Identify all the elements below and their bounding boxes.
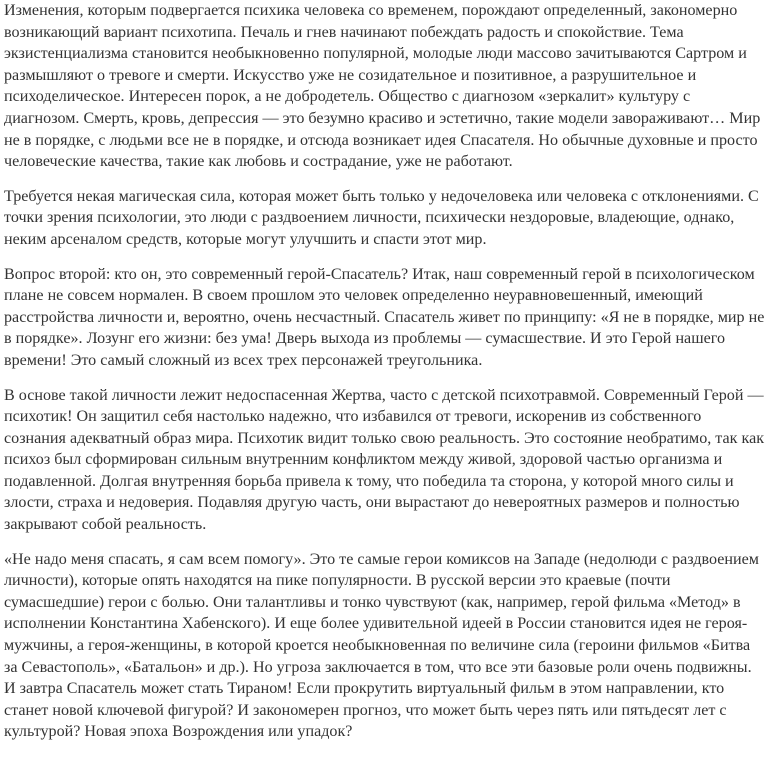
article-paragraph-3: Вопрос второй: кто он, это современный герой-Спасатель? Итак, наш современный герой в психологическом плане не совсем нормален. В своем прошлом это человек определенно неуравновешенный, имеющий расстройства личности и, вероятно, очень несчастный. Спасатель живет по принципу: «Я не в порядке, мир не в порядке». Лозунг его жизни: без ума! Дверь выхода из проблемы — сумасшествие. И это Герой нашего времени! Это самый сложный из всех трех персонажей треугольника. xyxy=(4,265,765,369)
article-paragraph-5: «Не надо меня спасать, я сам всем помогу». Это те самые герои комиксов на Западе (недолюди с раздвоением личности), которые опять находятся на пике популярности. В русской версии это краевые (почти сумасшедшие) герои с болью. Они талантливы и тонко чувствуют (как, например, герой фильма «Метод» в исполнении Константина Хабенского). И еще более удивительной идеей в России становится идея не героя-мужчины, а героя-женщины, в которой кроется необыкновенная по величине сила (героини фильмов «Битва за Севастополь», «Батальон» и др.). Но угроза заключается в том, что все эти базовые роли очень подвижны. И завтра Спасатель может стать Тираном! Если прокрутить виртуальный фильм в этом направлении, кто станет новой ключевой фигурой? И закономерен прогноз, что может быть через пять или пятьдесят лет с культурой? Новая эпоха Возрождения или упадок? xyxy=(4,550,759,741)
article-paragraph-2: Требуется некая магическая сила, которая может быть только у недочеловека или человека с отклонениями. С точки зрения психологии, это люди с раздвоением личности, психически нездоровые, владеющие, однако, неким арсеналом средств, которые могут улучшить и спасти этот мир. xyxy=(4,187,759,248)
article-paragraph-4: В основе такой личности лежит недоспасенная Жертва, часто с детской психотравмой. Современный Герой — психотик! Он защитил себя настолько надежно, что избавился от тревоги, искоренив из собственного сознания адекватный образ мира. Психотик видит только свою реальность. Это состояние необратимо, так как психоз был сформирован сильным внутренним конфликтом между живой, здоровой частью организма и подавленной. Долгая внутренняя борьба привела к тому, что победила та сторона, у которой много силы и злости, страха и недоверия. Подавляя другую часть, они вырастают до невероятных размеров и полностью закрывают собой реальность. xyxy=(4,386,765,534)
article-paragraph-1: Изменения, которым подвергается психика человека со временем, порождают определенный, закономерно возникающий вариант психотипа. Печаль и гнев начинают побеждать радость и спокойствие. Тема экзистенциализма становится необыкновенно популярной, молодые люди массово зачитываются Сартром и размышляют о тревоге и смерти. Искусство уже не созидательное и позитивное, а разрушительное и психоделическое. Интересен порок, а не добродетель. Общество с диагнозом «зеркалит» культуру с диагнозом. Смерть, кровь, депрессия — это безумно красиво и эстетично, такие модели завораживают… Мир не в порядке, с людьми все не в порядке, и отсюда возникает идея Спасателя. Но обычные духовные и просто человеческие качества, такие как любовь и сострадание, уже не работают. xyxy=(4,2,761,171)
